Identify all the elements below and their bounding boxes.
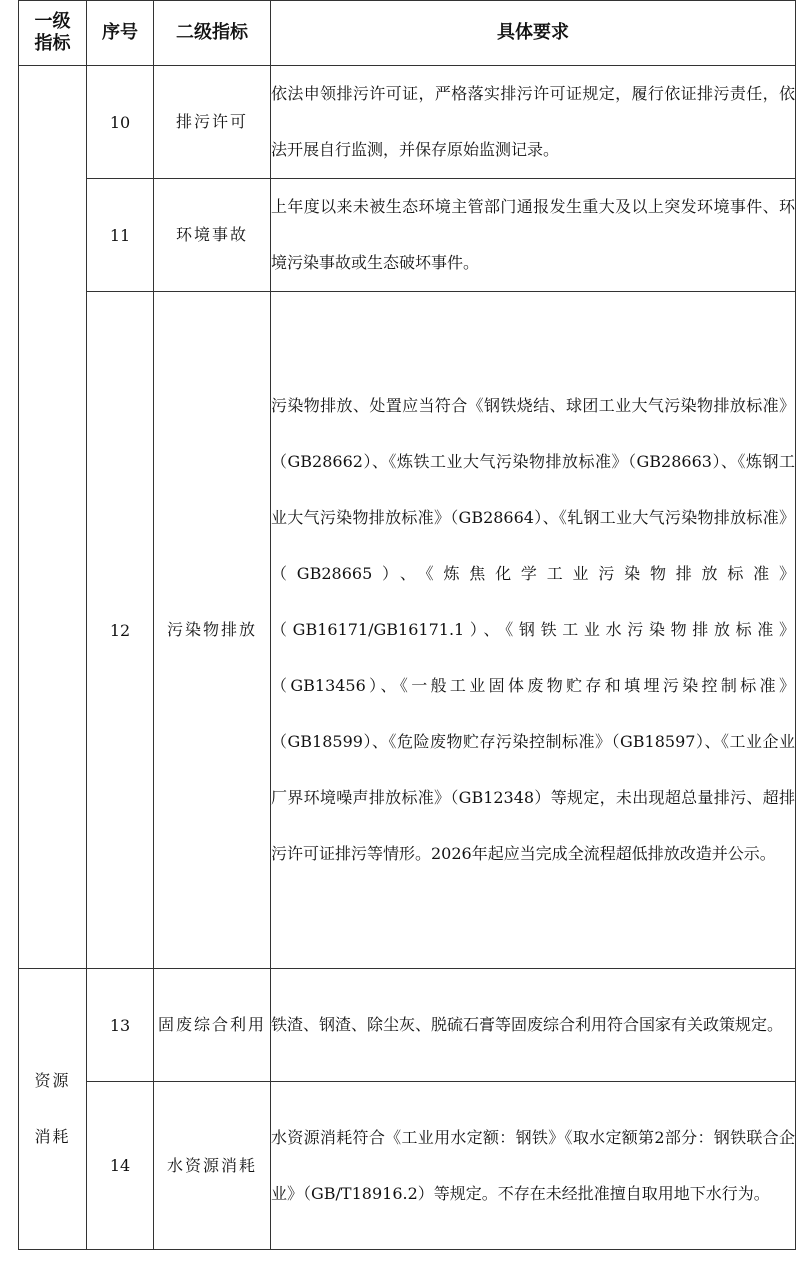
row-indicator: 环境事故 xyxy=(154,179,271,292)
category-cell-empty xyxy=(19,66,87,969)
row-indicator: 固废综合利用 xyxy=(154,969,271,1082)
table-row xyxy=(19,969,796,1082)
row-requirement: 铁渣、钢渣、除尘灰、脱硫石膏等固废综合利用符合国家有关政策规定。 xyxy=(271,969,796,1082)
table-row xyxy=(19,66,796,179)
row-number: 13 xyxy=(87,969,154,1082)
table-header-row xyxy=(19,1,796,66)
table-row xyxy=(19,179,796,292)
table-row xyxy=(19,292,796,969)
header-level2-indicator: 二级指标 xyxy=(154,1,271,66)
row-indicator: 污染物排放 xyxy=(154,292,271,969)
row-requirement: 水资源消耗符合《工业用水定额：钢铁》《取水定额第2部分：钢铁联合企业》（GB/T18916.2）等规定。不存在未经批准擅自取用地下水行为。 xyxy=(271,1082,796,1250)
row-indicator: 水资源消耗 xyxy=(154,1082,271,1250)
table-row xyxy=(19,1082,796,1250)
row-requirement: 依法申领排污许可证，严格落实排污许可证规定，履行依证排污责任，依法开展自行监测，并保存原始监测记录。 xyxy=(271,66,796,179)
header-specific-requirements: 具体要求 xyxy=(271,1,796,66)
row-number: 12 xyxy=(87,292,154,969)
row-requirement: 上年度以来未被生态环境主管部门通报发生重大及以上突发环境事件、环境污染事故或生态破坏事件。 xyxy=(271,179,796,292)
requirements-table xyxy=(18,0,796,1250)
row-indicator: 排污许可 xyxy=(154,66,271,179)
header-serial-number: 序号 xyxy=(87,1,154,66)
row-requirement: 污染物排放、处置应当符合《钢铁烧结、球团工业大气污染物排放标准》（GB28662）、《炼铁工业大气污染物排放标准》（GB28663）、《炼钢工业大气污染物排放标准》（GB28664）、《轧钢工业大气污染物排放标准》（GB28665）、《炼焦化学工业污染物排放标准》（GB16171/GB16171.1）、《钢铁工业水污染物排放标准》（GB13456）、《一般工业固体废物贮存和填埋污染控制标准》（GB18599）、《危险废物贮存污染控制标准》（GB18597）、《工业企业厂界环境噪声排放标准》（GB12348）等规定，未出现超总量排污、超排污许可证排污等情形。2026年起应当完成全流程超低排放改造并公示。 xyxy=(271,292,796,969)
document-page xyxy=(18,0,795,1250)
category-cell: 资源消耗 xyxy=(19,969,87,1250)
header-level1-indicator: 一级 指标 xyxy=(19,1,87,66)
row-number: 11 xyxy=(87,179,154,292)
row-number: 14 xyxy=(87,1082,154,1250)
row-number: 10 xyxy=(87,66,154,179)
